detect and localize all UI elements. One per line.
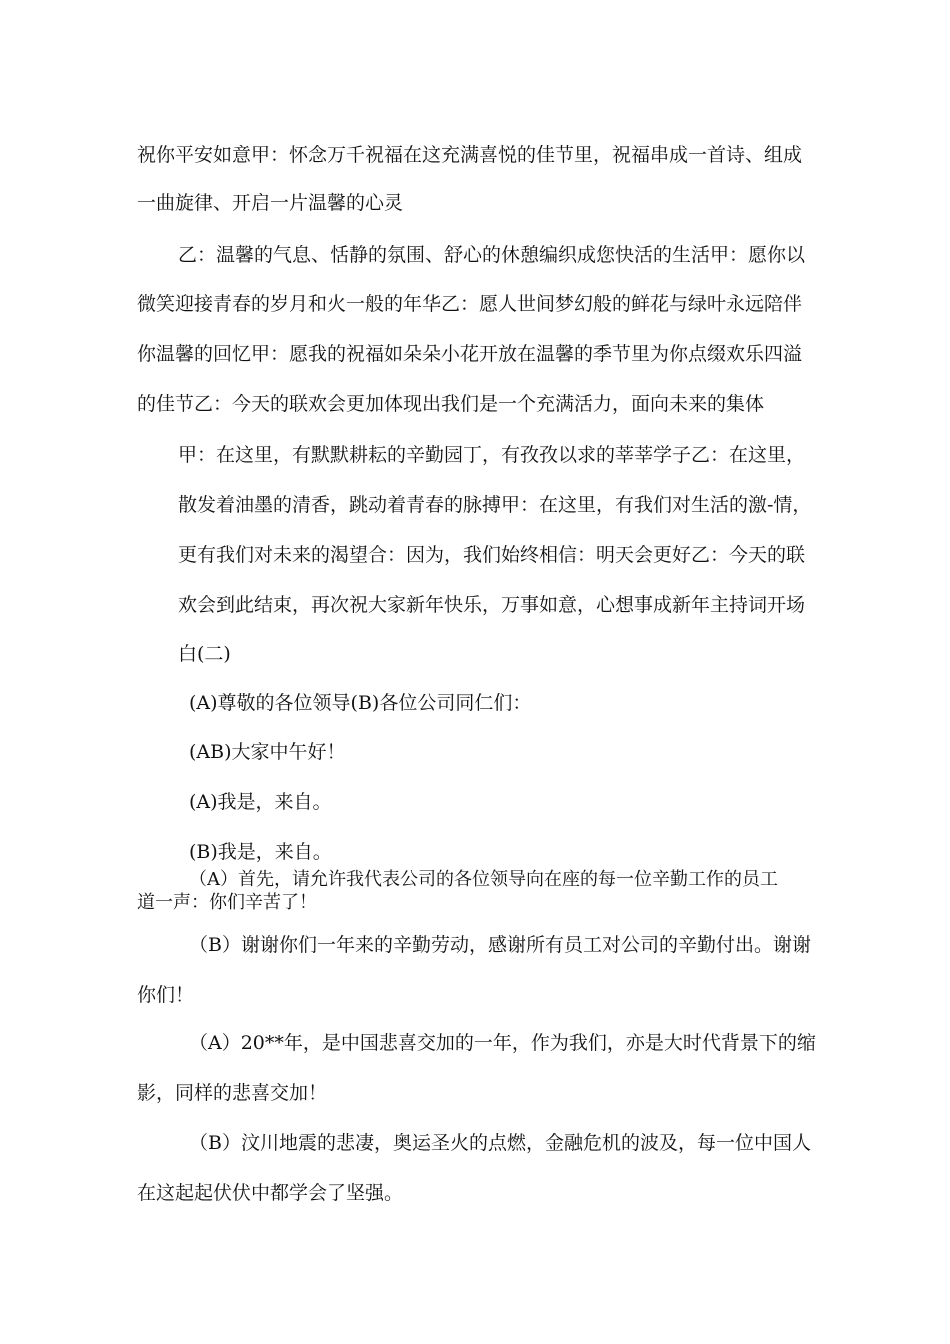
- text-line: 一曲旋律、开启一片温馨的心灵: [137, 192, 404, 214]
- text-line: 更有我们对未来的渴望合：因为，我们始终相信：明天会更好乙：今天的联: [178, 544, 806, 566]
- text-line: 你温馨的回忆甲：愿我的祝福如朵朵小花开放在温馨的季节里为你点缀欢乐四溢: [137, 343, 803, 365]
- text-line: 甲：在这里，有默默耕耘的辛勤园丁，有孜孜以求的莘莘学子乙：在这里，: [178, 444, 806, 466]
- text-line: 的佳节乙：今天的联欢会更加体现出我们是一个充满活力，面向未来的集体: [137, 393, 765, 415]
- text-line: (AB)大家中午好！: [189, 741, 346, 763]
- text-line: (A)我是，来自。: [189, 791, 332, 813]
- text-line: 乙：温馨的气息、恬静的氛围、舒心的休憩编织成您快活的生活甲：愿你以: [178, 244, 806, 266]
- text-line: 祝你平安如意甲：怀念万千祝福在这充满喜悦的佳节里，祝福串成一首诗、组成: [137, 144, 803, 166]
- text-line: (B)我是，来自。: [189, 841, 332, 863]
- text-line: 白(二): [178, 643, 231, 665]
- text-line: 你们！: [137, 984, 195, 1006]
- text-line: (A)尊敬的各位领导(B)各位公司同仁们：: [189, 692, 532, 714]
- text-line: （A）首先，请允许我代表公司的各位领导向在座的每一位辛勤工作的员工: [189, 869, 778, 890]
- text-line: （B）谢谢你们一年来的辛勤劳动，感谢所有员工对公司的辛勤付出。谢谢: [189, 934, 811, 956]
- text-line: 道一声：你们辛苦了！: [137, 892, 317, 913]
- text-line: 散发着油墨的清香，跳动着青春的脉搏甲：在这里，有我们对生活的激-情，: [178, 494, 812, 516]
- text-line: 微笑迎接青春的岁月和火一般的年华乙：愿人世间梦幻般的鲜花与绿叶永远陪伴: [137, 293, 803, 315]
- text-line: 影，同样的悲喜交加！: [137, 1082, 328, 1104]
- text-line: 欢会到此结束，再次祝大家新年快乐，万事如意，心想事成新年主持词开场: [178, 594, 806, 616]
- text-line: （B）汶川地震的悲凄，奥运圣火的点燃，金融危机的波及，每一位中国人: [189, 1132, 811, 1154]
- text-line: （A）20**年，是中国悲喜交加的一年，作为我们，亦是大时代背景下的缩: [189, 1032, 816, 1054]
- text-line: 在这起起伏伏中都学会了坚强。: [137, 1182, 404, 1204]
